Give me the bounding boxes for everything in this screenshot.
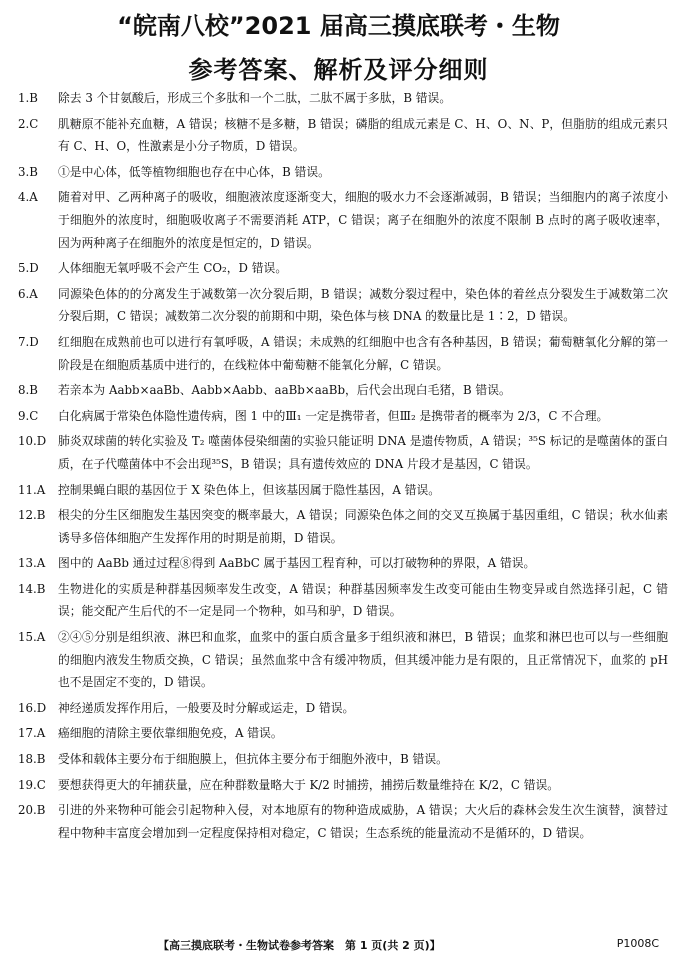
answer-explanation: 癌细胞的清除主要依靠细胞免疫，A 错误。	[58, 726, 283, 741]
answer-explanation: 红细胞在成熟前也可以进行有氧呼吸，A 错误；未成熟的红细胞中也含有各种基因，B 错误；葡萄糖氧化分解的第一阶段是在细胞质基质中进行的，在线粒体中葡萄糖不能氧化分解，C 错误。	[58, 334, 668, 372]
answer-number: 5.D	[18, 261, 39, 276]
answer-number: 7.D	[18, 334, 39, 349]
answer-item	[18, 257, 668, 280]
answer-number: 1.B	[18, 91, 38, 105]
answer-explanation: 控制果蝇白眼的基因位于 X 染色体上，但该基因属于隐性基因，A 错误。	[58, 482, 441, 497]
answer-item	[18, 552, 668, 575]
answer-number: 3.B	[18, 164, 38, 179]
answer-number: 18.B	[18, 752, 46, 767]
answer-number: 19.C	[18, 777, 46, 792]
answer-item	[18, 774, 668, 797]
answer-item	[18, 748, 668, 771]
answer-explanation: 随着对甲、乙两种离子的吸收，细胞液浓度逐渐变大，细胞的吸水力不会逐渐减弱，B 错误；当细胞内的离子浓度小于细胞外的浓度时，细胞吸收离子不需要消耗 ATP，C 错误；离子在细胞外的浓度不限制 B 点时的离子吸收速率，因为两种离子在细胞外的浓度是恒定的，D 错误。	[58, 190, 668, 250]
answer-explanation: 同源染色体的的分离发生于减数第一次分裂后期，B 错误；减数分裂过程中，染色体的着丝点分裂发生于减数第二次分裂后期，C 错误；减数第二次分裂的前期和中期，染色体与核 DNA 的数量比是 1∶2，D 错误。	[58, 286, 668, 324]
answer-item	[18, 87, 668, 110]
answer-item	[18, 186, 668, 254]
answer-number: 13.A	[18, 556, 46, 571]
answer-explanation: 若亲本为 Aabb×aaBb、Aabb×Aabb、aaBb×aaBb，后代会出现白毛猪，B 错误。	[58, 383, 511, 398]
answer-item	[18, 161, 668, 184]
answer-explanation: 肺炎双球菌的转化实验及 T₂ 噬菌体侵染细菌的实验只能证明 DNA 是遗传物质，A 错误；³⁵S 标记的是噬菌体的蛋白质，在子代噬菌体中不会出现³⁵S，B 错误；具有遗传效应的 DNA 片段才是基因，C 错误。	[58, 434, 668, 471]
answer-item	[18, 113, 668, 158]
answer-number: 15.A	[18, 630, 46, 645]
answer-item	[18, 430, 668, 475]
answer-explanation: 肌糖原不能补充血糖，A 错误；核糖不是多糖，B 错误；磷脂的组成元素是 C、H、O、N、P，但脂肪的组成元素只有 C、H、O，性激素是小分子物质，D 错误。	[58, 116, 668, 154]
answer-number: 8.B	[18, 383, 38, 398]
answer-number: 10.D	[18, 434, 47, 449]
answer-item	[18, 697, 668, 720]
answer-number: 20.B	[18, 803, 46, 818]
answer-number: 16.D	[18, 700, 47, 715]
answer-explanation: 图中的 AaBb 通过过程⑧得到 AaBbC 属于基因工程育种，可以打破物种的界限，A 错误。	[58, 556, 536, 571]
document-title: “皖南八校”2021 届高三摸底联考・生物	[117, 12, 560, 40]
footer-code: P1008C	[616, 937, 659, 950]
answer-explanation: 受体和载体主要分布于细胞膜上，但抗体主要分布于细胞外液中，B 错误。	[58, 752, 448, 767]
answer-item	[18, 331, 668, 376]
answer-list	[18, 87, 668, 847]
answer-item	[18, 722, 668, 745]
answer-number: 4.A	[18, 190, 38, 205]
answer-item	[18, 626, 668, 694]
answer-number: 2.C	[18, 116, 39, 131]
answer-number: 11.A	[18, 482, 46, 497]
document-subtitle: 参考答案、解析及评分细则	[188, 56, 489, 84]
answer-explanation: 生物进化的实质是种群基因频率发生改变，A 错误；种群基因频率发生改变可能由生物变异或自然选择引起，C 错误；能交配产生后代的不一定是同一个物种，如马和驴，D 错误。	[58, 581, 668, 619]
answer-item	[18, 578, 668, 623]
answer-number: 14.B	[18, 581, 46, 596]
answer-number: 9.C	[18, 408, 39, 423]
answer-item	[18, 405, 668, 428]
answer-item	[18, 479, 668, 502]
answer-explanation: ①是中心体，低等植物细胞也存在中心体，B 错误。	[58, 164, 330, 179]
answer-explanation: 引进的外来物种可能会引起物种入侵，对本地原有的物种造成威胁，A 错误；大火后的森林会发生次生演替，演替过程中物种丰富度会增加到一定程度保持相对稳定，C 错误；生态系统的能量流动不是循环的，D 错误。	[58, 803, 668, 840]
answer-explanation: 白化病属于常染色体隐性遗传病，图 1 中的Ⅲ₁ 一定是携带者，但Ⅲ₂ 是携带者的概率为 2/3，C 不合理。	[58, 408, 609, 423]
page-footer	[0, 937, 677, 955]
footer-page-info: 【高三摸底联考・生物试卷参考答案 第 1 页(共 2 页)】	[158, 939, 441, 952]
answer-explanation: 要想获得更大的年捕获量，应在种群数量略大于 K/2 时捕捞，捕捞后数量维持在 K/2，C 错误。	[58, 777, 560, 792]
answer-explanation: 神经递质发挥作用后，一般要及时分解或运走，D 错误。	[58, 700, 355, 715]
answer-explanation: 根尖的分生区细胞发生基因突变的概率最大，A 错误；同源染色体之间的交叉互换属于基因重组，C 错误；秋水仙素诱导多倍体细胞产生发挥作用的时期是前期，D 错误。	[58, 508, 668, 545]
answer-item	[18, 379, 668, 402]
answer-number: 17.A	[18, 726, 46, 741]
answer-item	[18, 799, 668, 844]
answer-explanation: 除去 3 个甘氨酸后，形成三个多肽和一个二肽，二肽不属于多肽，B 错误。	[58, 91, 452, 105]
answer-item	[18, 504, 668, 549]
answer-item	[18, 283, 668, 328]
answer-explanation: ②④⑤分别是组织液、淋巴和血浆，血浆中的蛋白质含量多于组织液和淋巴，B 错误；血浆和淋巴也可以与一些细胞的细胞内液发生物质交换，C 错误；虽然血浆中含有缓冲物质，但其缓冲能力是有限的，且正常情况下，血浆的 pH 也不是固定不变的，D 错误。	[58, 630, 668, 690]
answer-number: 12.B	[18, 508, 46, 523]
answer-explanation: 人体细胞无氧呼吸不会产生 CO₂，D 错误。	[58, 261, 288, 276]
answer-number: 6.A	[18, 286, 38, 301]
